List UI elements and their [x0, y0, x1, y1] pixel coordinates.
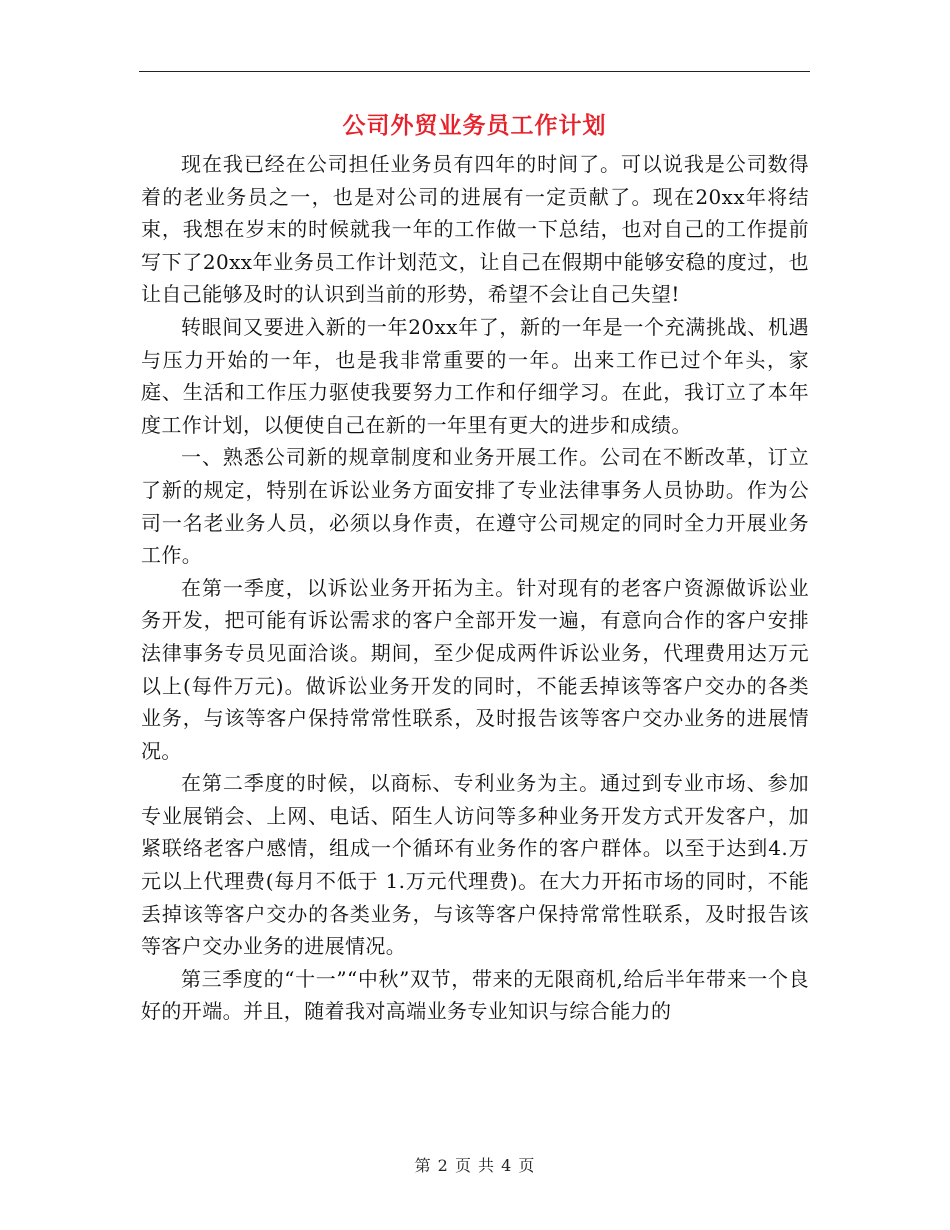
document-body: [141, 148, 809, 1028]
paragraph-new-year: 转眼间又要进入新的一年20xx年了，新的一年是一个充满挑战、机遇与压力开始的一年，也是我非常重要的一年。出来工作已过个年头，家庭、生活和工作压力驱使我要努力工作和仔细学习。在此，我订立了本年度工作计划，以便使自己在新的一年里有更大的进步和成绩。: [141, 314, 809, 437]
paragraph-first-quarter: 在第一季度，以诉讼业务开拓为主。针对现有的老客户资源做诉讼业务开发，把可能有诉讼需求的客户全部开发一遍，有意向合作的客户安排法律事务专员见面洽谈。期间，至少促成两件诉讼业务，代理费用达万元以上(每件万元)。做诉讼业务开发的同时，不能丢掉该等客户交办的各类业务，与该等客户保持常常性联系，及时报告该等客户交办业务的进展情况。: [141, 575, 809, 763]
paragraph-third-quarter: 第三季度的“十一”“中秋”双节，带来的无限商机,给后半年带来一个良好的开端。并且，随着我对高端业务专业知识与综合能力的: [141, 966, 809, 1024]
document-title: 公司外贸业务员工作计划: [342, 112, 607, 139]
header-rule: [139, 71, 810, 72]
page-footer: 第 2 页 共 4 页: [414, 1156, 536, 1175]
paragraph-second-quarter: 在第二季度的时候，以商标、专利业务为主。通过到专业市场、参加专业展销会、上网、电话、陌生人访问等多种业务开发方式开发客户，加紧联络老客户感情，组成一个循环有业务作的客户群体。以至于达到4.万元以上代理费(每月不低于 1.万元代理费)。在大力开拓市场的同时，不能丢掉该等客户交办的各类业务，与该等客户保持常常性联系，及时报告该等客户交办业务的进展情况。: [141, 771, 809, 959]
paragraph-intro: 现在我已经在公司担任业务员有四年的时间了。可以说我是公司数得着的老业务员之一，也是对公司的进展有一定贡献了。现在20xx年将结束，我想在岁末的时候就我一年的工作做一下总结，也对自己的工作提前写下了20xx年业务员工作计划范文，让自己在假期中能够安稳的度过，也让自己能够及时的认识到当前的形势，希望不会让自己失望!: [141, 152, 809, 307]
paragraph-section-one: 一、熟悉公司新的规章制度和业务开展工作。公司在不断改革，订立了新的规定，特别在诉讼业务方面安排了专业法律事务人员协助。作为公司一名老业务人员，必须以身作责，在遵守公司规定的同时全力开展业务工作。: [141, 445, 809, 568]
